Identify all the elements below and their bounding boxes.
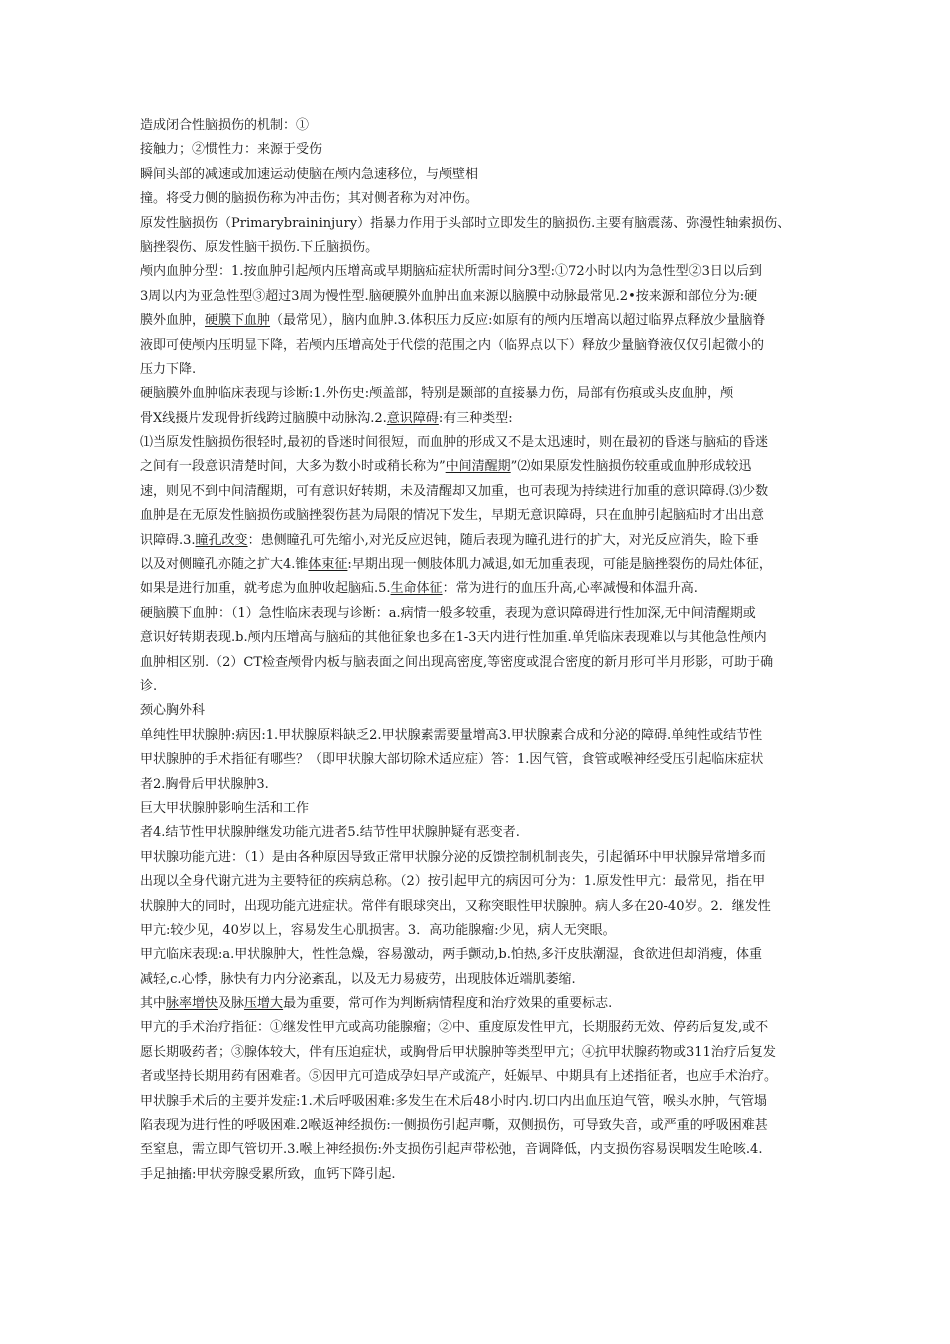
- text-run: 者2.胸骨后甲状腺肿3.: [140, 776, 269, 792]
- text-line: [140, 699, 830, 723]
- text-run: ：患侧瞳孔可先缩小,对光反应迟钝，随后表现为瞳孔进行的扩大，对光反应消失，睑下垂: [247, 532, 759, 548]
- text-run: 手足抽搐:甲状旁腺受累所致，血钙下降引起.: [140, 1166, 396, 1182]
- underlined-term: 体束征: [308, 557, 348, 573]
- text-line: [140, 577, 830, 601]
- text-line: [140, 602, 830, 626]
- text-run: ：常为进行的血压升高,心率减慢和体温升高.: [442, 581, 698, 597]
- text-line: [140, 1138, 830, 1162]
- text-line: [140, 1041, 830, 1065]
- text-line: [140, 480, 830, 504]
- text-line: [140, 797, 830, 821]
- text-line: [140, 529, 830, 553]
- text-run: 陷表现为进行性的呼吸困难.2喉返神经损伤:一侧损伤引起声嘶，双侧损伤，可导致失音，或严重的呼吸困难甚: [140, 1118, 768, 1134]
- text-line: [140, 895, 830, 919]
- text-line: [140, 114, 830, 138]
- text-line: [140, 236, 830, 260]
- text-run: 3周以内为亚急性型③超过3周为慢性型.脑硬膜外血肿出血来源以脑膜中动脉最常见.2•按来源和部位分为:硬: [140, 288, 758, 304]
- text-run: 液即可使颅内压明显下降，若颅内压增高处于代偿的范围之内（临界点以下）释放少量脑脊液仅仅引起微小的: [140, 337, 765, 353]
- text-run: 接触力；②惯性力：来源于受伤: [140, 142, 323, 158]
- text-run: 甲亢的手术治疗指征：①继发性甲亢或高功能腺瘤；②中、重度原发性甲亢，长期服药无效、停药后复发,或不: [140, 1020, 769, 1036]
- text-line: [140, 407, 830, 431]
- underlined-term: 瞳孔改变: [195, 532, 248, 548]
- text-line: [140, 1114, 830, 1138]
- text-run: 减轻,c.心悸，脉快有力内分泌紊乱，以及无力易疲劳，出现肢体近端肌萎缩.: [140, 971, 576, 987]
- text-run: :早期出现一侧肢体肌力减退,如无加重表现，可能是脑挫裂伤的局灶体征，: [347, 557, 772, 573]
- text-line: [140, 919, 830, 943]
- text-run: 膜外血肿，: [140, 313, 206, 329]
- text-run: ⑴当原发性脑损伤很轻时,最初的昏迷时间很短，而血肿的形成又不是太迅速时，则在最初的昏迷与脑疝的昏迷: [140, 435, 769, 451]
- text-run: 血肿是在无原发性脑损伤或脑挫裂伤甚为局限的情况下发生，早期无意识障碍，只在血肿引起脑疝时才出出意: [140, 508, 765, 524]
- text-line: [140, 431, 830, 455]
- text-run: （最常见），脑内血肿.3.体积压力反应:如原有的颅内压增高以超过临界点释放少量脑脊: [270, 313, 766, 329]
- text-line: [140, 187, 830, 211]
- text-line: [140, 334, 830, 358]
- text-line: [140, 773, 830, 797]
- text-run: 巨大甲状腺肿影响生活和工作: [140, 800, 310, 816]
- text-line: [140, 626, 830, 650]
- text-run: 甲状腺手术后的主要并发症:1.术后呼吸困难:多发生在术后48小时内.切口内出血压迫气管，喉头水肿，气管塌: [140, 1093, 767, 1109]
- text-run: 如果是进行加重，就考虑为血肿收起脑疝.5.: [140, 581, 391, 597]
- text-run: 出现以全身代谢亢进为主要特征的疾病总称。（2）按引起甲亢的病因可分为：1.原发性甲亢：最常见，指在甲: [140, 874, 766, 890]
- text-line: [140, 1163, 830, 1187]
- text-line: [140, 748, 830, 772]
- text-run: 压力下降.: [140, 361, 197, 377]
- text-run: 甲亢临床表现:a.甲状腺肿大，性性急燥，容易激动，两手颤动,b.怕热,多汗皮肤潮湿，食欲进但却消瘦，体重: [140, 947, 762, 963]
- text-run: 之间有一段意识清楚时间，大多为数小时或稍长称为”: [140, 459, 446, 475]
- text-run: 状腺肿大的同时，出现功能亢进症状。常伴有眼球突出，又称突眼性甲状腺肿。病人多在20-40岁。2．继发性: [140, 898, 771, 914]
- text-run: 血肿相区别.（2）CT检查颅骨内板与脑表面之间出现高密度,等密度或混合密度的新月形可半月形影，可助于确: [140, 654, 774, 670]
- text-line: [140, 943, 830, 967]
- text-line: [140, 163, 830, 187]
- underlined-term: 意识障碍: [386, 410, 439, 426]
- text-run: ”⑵如果原发性脑损伤较重或血肿形成较迅: [510, 459, 752, 475]
- text-run: 颈心胸外科: [140, 703, 206, 719]
- text-run: 识障碍.3.: [140, 532, 196, 548]
- text-line: [140, 455, 830, 479]
- text-line: [140, 138, 830, 162]
- text-run: 其中: [140, 996, 167, 1012]
- text-run: 速，则见不到中间清醒期，可有意识好转期，未及清醒却又加重，也可表现为持续进行加重的意识障碍.⑶少数: [140, 483, 769, 499]
- text-line: [140, 358, 830, 382]
- text-run: :有三种类型:: [438, 410, 513, 426]
- text-run: 愿长期吸药者；③腺体较大，伴有压迫症状，或胸骨后甲状腺肿等类型甲亢；④抗甲状腺药物或311治疗后复发: [140, 1044, 776, 1060]
- text-line: [140, 504, 830, 528]
- text-run: 硬脑膜外血肿临床表现与诊断:1.外伤史:颅盖部，特别是颞部的直接暴力伤，局部有伤痕或头皮血肿，颅: [140, 386, 734, 402]
- text-run: 甲亢:较少见，40岁以上，容易发生心肌损害。3．高功能腺瘤:少见，病人无突眼。: [140, 922, 616, 938]
- text-line: [140, 651, 830, 675]
- text-line: [140, 309, 830, 333]
- text-run: 单纯性甲状腺肿:病因:1.甲状腺原料缺乏2.甲状腺素需要量增高3.甲状腺素合成和分泌的障碍.单纯性或结节性: [140, 727, 763, 743]
- text-line: [140, 1090, 830, 1114]
- text-run: 诊.: [140, 678, 158, 694]
- text-line: [140, 212, 830, 236]
- text-line: [140, 870, 830, 894]
- text-run: 硬脑膜下血肿：（1）急性临床表现与诊断：a.病情一般多较重，表现为意识障碍进行性加深,无中间清醒期或: [140, 605, 756, 621]
- underlined-term: 硬膜下血肿: [205, 313, 271, 329]
- text-run: 最为重要，常可作为判断病情程度和治疗效果的重要标志.: [283, 996, 613, 1012]
- text-run: 造成闭合性脑损伤的机制：①: [140, 118, 310, 133]
- text-line: [140, 968, 830, 992]
- text-run: 脑挫裂伤、原发性脑干损伤.下丘脑损伤。: [140, 239, 379, 255]
- underlined-term: 中间清醒期: [445, 459, 511, 475]
- text-line: [140, 992, 830, 1016]
- text-run: 甲状腺功能亢进：（1）是由各种原因导致正常甲状腺分泌的反馈控制机制丧失，引起循环中甲状腺异常增多而: [140, 849, 766, 865]
- text-line: [140, 1065, 830, 1089]
- text-run: 意识好转期表现.b.颅内压增高与脑疝的其他征象也多在1-3天内进行性加重.单凭临床表现难以与其他急性颅内: [140, 630, 767, 646]
- text-run: 原发性脑损伤（Primarybraininjury）指暴力作用于头部时立即发生的脑损伤.主要有脑震荡、弥漫性轴索损伤、: [140, 215, 791, 231]
- text-run: 瞬间头部的减速或加速运动使脑在颅内急速移位，与颅壁相: [140, 166, 479, 182]
- text-run: 至窒息，需立即气管切开.3.喉上神经损伤:外支损伤引起声带松弛，音调降低，内支损伤容易误咽发生呛咳.4.: [140, 1142, 763, 1158]
- text-run: 颅内血肿分型：1.按血肿引起颅内压增高或早期脑疝症状所需时间分3型:①72小时以内为急性型②3日以后到: [140, 264, 762, 280]
- text-line: [140, 260, 830, 284]
- text-line: [140, 553, 830, 577]
- underlined-term: 压增大: [244, 996, 284, 1012]
- text-line: [140, 382, 830, 406]
- text-line: [140, 724, 830, 748]
- text-line: [140, 846, 830, 870]
- text-line: [140, 821, 830, 845]
- underlined-term: 脉率增快: [166, 996, 219, 1012]
- text-line: [140, 675, 830, 699]
- text-line: [140, 285, 830, 309]
- text-run: 撞。将受力侧的脑损伤称为冲击伤；其对侧者称为对冲伤。: [140, 191, 479, 207]
- text-run: 者或坚持长期用药有困难者。⑤因甲亢可造成孕妇早产或流产，妊娠早、中期具有上述指征者，也应手术治疗。: [140, 1069, 778, 1085]
- text-run: 者4.结节性甲状腺肿继发功能亢进者5.结节性甲状腺肿疑有恶变者.: [140, 825, 520, 841]
- document-body: [140, 114, 830, 1187]
- text-run: 骨X线摄片发现骨折线跨过脑膜中动脉沟.2.: [140, 410, 387, 426]
- text-run: 及脉: [218, 996, 245, 1012]
- text-run: 甲状腺肿的手术指征有哪些？（即甲状腺大部切除术适应症）答：1.因气管，食管或喉神经受压引起临床症状: [140, 752, 764, 768]
- text-run: 以及对侧瞳孔亦随之扩大4.锥: [140, 557, 309, 573]
- underlined-term: 生命体征: [390, 581, 443, 597]
- text-line: [140, 1016, 830, 1040]
